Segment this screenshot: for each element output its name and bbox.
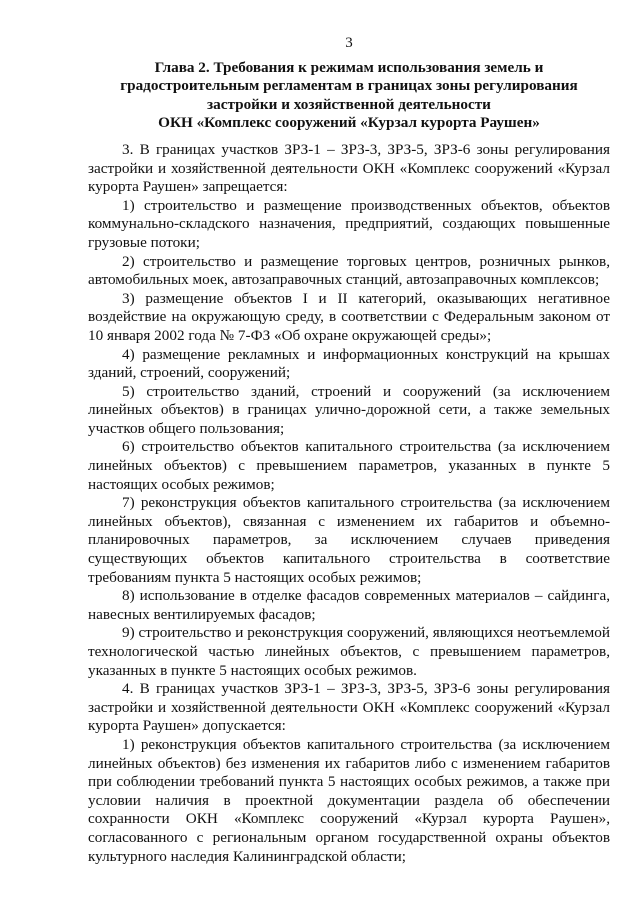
chapter-title bbox=[88, 59, 610, 133]
paragraph-section-4-item-1: 1) реконструкция объектов капитального строительства (за исключением линейных объектов) без изменения их габаритов либо с изменением габаритов при соблюдении требований пункта 5 настоящих особых режимов, а также при условии наличия в проектной документации раздела об обеспечении сохранности ОКН «Комплекс сооружений «Курзал курорта Раушен», согласованного с региональным органом государственной охраны объектов культурного наследия Калининградской области; bbox=[88, 735, 610, 865]
paragraph-item-2: 2) строительство и размещение торговых центров, розничных рынков, автомобильных моек, автозаправочных станций, автозаправочных комплексов; bbox=[88, 252, 610, 289]
paragraph-item-8: 8) использование в отделке фасадов современных материалов – сайдинга, навесных вентилируемых фасадов; bbox=[88, 587, 610, 623]
paragraph-item-6: 6) строительство объектов капитального строительства (за исключением линейных объектов) с превышением параметров, указанных в пункте 5 настоящих особых режимов; bbox=[88, 438, 610, 493]
chapter-title-line: Глава 2. Требования к режимам использования земель и bbox=[154, 58, 544, 76]
paragraph-item-4: 4) размещение рекламных и информационных конструкций на крышах зданий, строений, сооружений; bbox=[88, 345, 610, 382]
paragraph-item-7: 7) реконструкция объектов капитального строительства (за исключением линейных объектов), связанная с изменением их габаритов и объемно-планировочных параметров, за исключением случаев приведения существующих объектов капитального строительства в соответствие требованиям пункта 5 настоящих особых режимов; bbox=[88, 494, 610, 586]
body-text bbox=[88, 141, 610, 866]
chapter-title-line: застройки и хозяйственной деятельности bbox=[207, 95, 491, 113]
paragraph-item-3: 3) размещение объектов I и II категорий, оказывающих негативное воздействие на окружающую среду, в соответствии с Федеральным законом от 10 января 2002 года № 7-ФЗ «Об охране окружающей среды»; bbox=[88, 289, 610, 344]
chapter-title-line: ОКН «Комплекс сооружений «Курзал курорта Раушен» bbox=[158, 114, 540, 132]
paragraph-item-5: 5) строительство зданий, строений и сооружений (за исключением линейных объектов) в границах улично-дорожной сети, а также земельных участков общего пользования; bbox=[88, 382, 610, 437]
chapter-title-line: градостроительным регламентам в границах зоны регулирования bbox=[120, 77, 578, 95]
paragraph-section-4: 4. В границах участков ЗРЗ-1 – ЗРЗ-3, ЗРЗ-5, ЗРЗ-6 зоны регулирования застройки и хозяйственной деятельности ОКН «Комплекс сооружений «Курзал курорта Раушен» допускается: bbox=[88, 680, 610, 735]
paragraph-section-3: 3. В границах участков ЗРЗ-1 – ЗРЗ-3, ЗРЗ-5, ЗРЗ-6 зоны регулирования застройки и хозяйственной деятельности ОКН «Комплекс сооружений «Курзал курорта Раушен» запрещается: bbox=[88, 140, 610, 196]
paragraph-item-1: 1) строительство и размещение производственных объектов, объектов коммунально-складского назначения, предприятий, создающих повышенные грузовые потоки; bbox=[88, 196, 610, 251]
paragraph-item-9: 9) строительство и реконструкция сооружений, являющихся неотъемлемой технологической частью линейных объектов, с превышением параметров, указанных в пункте 5 настоящих особых режимов. bbox=[88, 624, 610, 679]
page-number: 3 bbox=[345, 35, 353, 51]
